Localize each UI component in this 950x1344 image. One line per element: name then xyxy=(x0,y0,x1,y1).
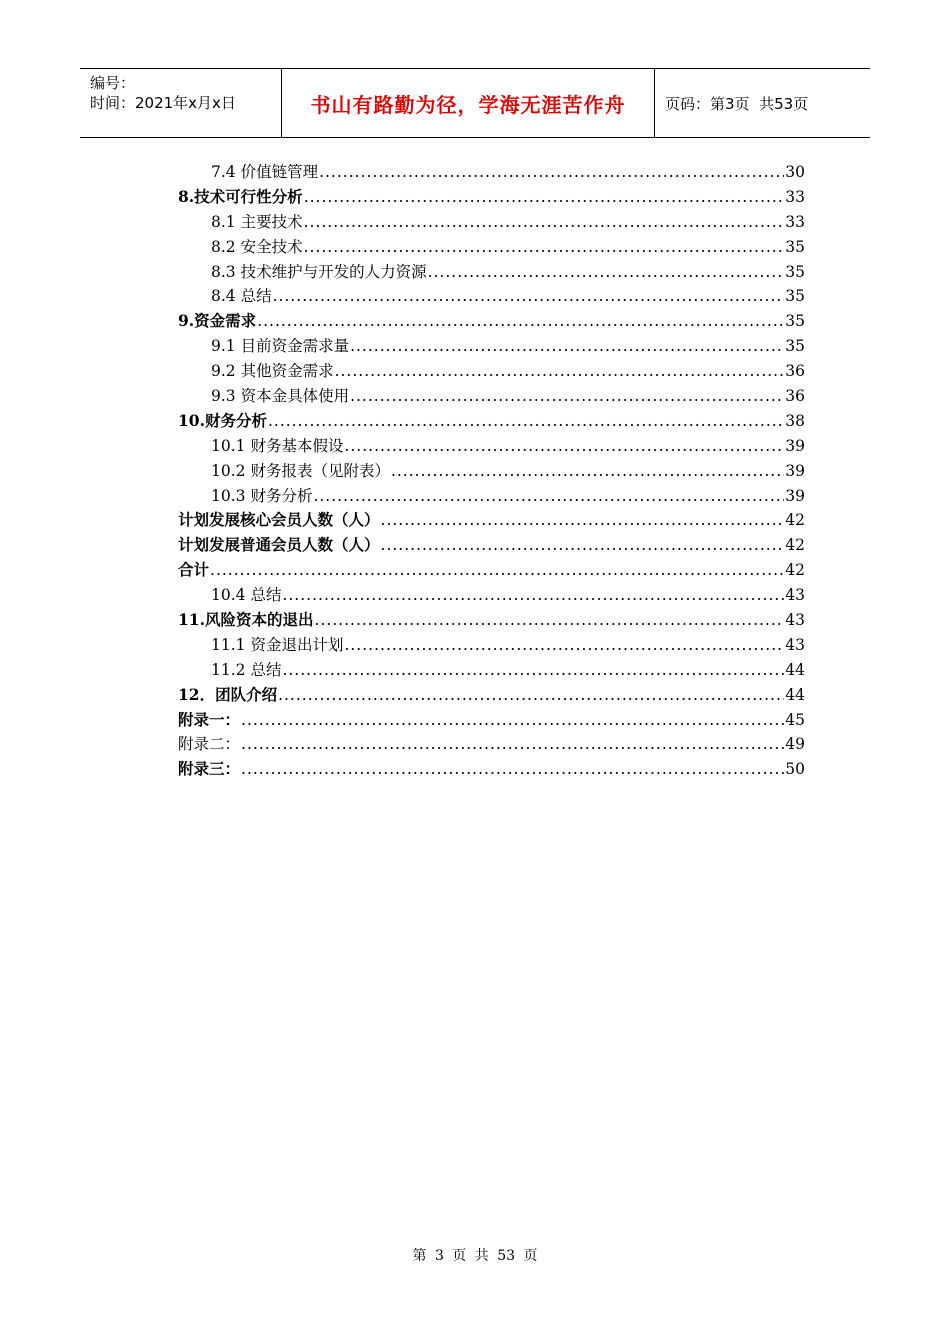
toc-entry-page: 42 xyxy=(785,561,805,580)
toc-dot-leader xyxy=(304,213,785,231)
toc-entry-title: 7.4 价值链管理 xyxy=(211,163,319,181)
toc-entry[interactable] xyxy=(178,683,805,708)
toc-entry-title: 10.财务分析 xyxy=(178,410,267,430)
toc-dot-leader xyxy=(268,412,784,430)
toc-dot-leader xyxy=(241,735,784,753)
toc-dot-leader xyxy=(350,387,784,405)
toc-entry[interactable] xyxy=(178,633,805,658)
toc-entry-title: 8.3 技术维护与开发的人力资源 xyxy=(211,262,427,281)
toc-entry[interactable] xyxy=(178,185,805,210)
header-motto: 书山有路勤为径，学海无涯苦作舟 xyxy=(282,69,655,137)
toc-entry[interactable] xyxy=(178,558,805,583)
number-label: 编号： xyxy=(90,74,136,92)
toc-entry-page: 39 xyxy=(785,436,805,455)
toc-entry-page: 43 xyxy=(785,635,805,654)
toc-entry[interactable] xyxy=(178,284,805,309)
toc-entry[interactable] xyxy=(178,583,805,608)
toc-entry[interactable] xyxy=(178,434,805,459)
toc-dot-leader xyxy=(313,487,784,505)
toc-entry-title: 8.2 安全技术 xyxy=(211,237,303,256)
toc-entry[interactable] xyxy=(178,757,805,782)
toc-entry-title: 10.2 财务报表（见附表） xyxy=(211,461,390,480)
toc-entry-title: 9.1 目前资金需求量 xyxy=(211,337,350,356)
toc-entry[interactable] xyxy=(178,708,805,733)
page-footer: 第 3 页 共 53 页 xyxy=(412,1248,538,1264)
toc-entry-title: 附录二： xyxy=(178,735,241,754)
toc-entry[interactable] xyxy=(178,608,805,633)
table-of-contents xyxy=(178,160,805,782)
toc-dot-leader xyxy=(314,611,784,629)
header-page-info: 页码：第3页 共53页 xyxy=(665,94,809,113)
toc-entry-page: 49 xyxy=(785,735,805,754)
toc-dot-leader xyxy=(304,238,785,256)
toc-entry-page: 30 xyxy=(785,163,805,181)
toc-entry-page: 39 xyxy=(785,461,805,480)
toc-entry-page: 36 xyxy=(785,387,805,406)
toc-entry-page: 39 xyxy=(785,486,805,505)
toc-entry-page: 42 xyxy=(785,536,805,555)
toc-dot-leader xyxy=(381,536,785,554)
toc-dot-leader xyxy=(282,586,784,604)
toc-entry-page: 35 xyxy=(785,312,805,331)
toc-entry-title: 附录三： xyxy=(178,759,241,779)
toc-dot-leader xyxy=(241,711,784,729)
toc-entry[interactable] xyxy=(178,384,805,409)
toc-dot-leader xyxy=(344,636,784,654)
toc-entry-page: 43 xyxy=(785,611,805,630)
toc-entry[interactable] xyxy=(178,732,805,757)
toc-dot-leader xyxy=(304,188,785,206)
toc-entry-page: 36 xyxy=(785,362,805,381)
toc-entry-title: 10.3 财务分析 xyxy=(211,486,313,505)
toc-entry-page: 33 xyxy=(785,187,805,206)
toc-entry-page: 33 xyxy=(785,212,805,231)
toc-entry-title: 11.风险资本的退出 xyxy=(178,610,314,630)
toc-entry-page: 35 xyxy=(785,237,805,256)
toc-dot-leader xyxy=(381,511,785,529)
toc-entry[interactable] xyxy=(178,309,805,334)
toc-entry-title: 8.技术可行性分析 xyxy=(178,186,303,206)
toc-entry[interactable] xyxy=(178,260,805,285)
toc-entry-title: 11.1 资金退出计划 xyxy=(211,635,344,654)
toc-dot-leader xyxy=(391,462,784,480)
toc-entry-title: 9.3 资本金具体使用 xyxy=(211,387,350,406)
page-header xyxy=(80,68,870,138)
toc-entry[interactable] xyxy=(178,484,805,509)
toc-entry-title: 10.4 总结 xyxy=(211,586,282,605)
toc-dot-leader xyxy=(210,561,784,579)
toc-entry[interactable] xyxy=(178,334,805,359)
toc-dot-leader xyxy=(350,337,784,355)
toc-entry-title: 计划发展普通会员人数（人） xyxy=(178,535,380,555)
toc-entry[interactable] xyxy=(178,359,805,384)
toc-dot-leader xyxy=(273,287,785,305)
header-meta xyxy=(80,69,282,137)
toc-entry[interactable] xyxy=(178,658,805,683)
toc-entry-page: 35 xyxy=(785,287,805,306)
toc-entry[interactable] xyxy=(178,459,805,484)
toc-dot-leader xyxy=(319,163,784,181)
toc-dot-leader xyxy=(428,263,785,281)
toc-entry-title: 9.资金需求 xyxy=(178,311,257,331)
toc-dot-leader xyxy=(257,312,784,330)
toc-entry-title: 9.2 其他资金需求 xyxy=(211,362,334,381)
toc-entry[interactable] xyxy=(178,508,805,533)
toc-dot-leader xyxy=(241,760,784,778)
toc-entry-page: 44 xyxy=(785,685,805,704)
toc-entry-page: 43 xyxy=(785,586,805,605)
toc-entry-title: 11.2 总结 xyxy=(211,660,282,679)
toc-entry-page: 35 xyxy=(785,337,805,356)
toc-entry-page: 45 xyxy=(785,710,805,729)
toc-entry[interactable] xyxy=(178,533,805,558)
toc-entry-page: 42 xyxy=(785,511,805,530)
toc-entry[interactable] xyxy=(178,409,805,434)
toc-entry-title: 10.1 财务基本假设 xyxy=(211,436,344,455)
toc-entry-title: 8.4 总结 xyxy=(211,287,272,306)
toc-entry-page: 35 xyxy=(785,262,805,281)
toc-dot-leader xyxy=(282,661,784,679)
toc-entry-page: 38 xyxy=(785,411,805,430)
toc-entry[interactable] xyxy=(178,235,805,260)
toc-entry-page: 50 xyxy=(785,760,805,779)
toc-dot-leader xyxy=(344,437,784,455)
time-label: 时间：2021年x月x日 xyxy=(90,94,236,112)
toc-entry-title: 计划发展核心会员人数（人） xyxy=(178,510,380,530)
toc-dot-leader xyxy=(335,362,785,380)
toc-entry-page: 44 xyxy=(785,660,805,679)
toc-entry[interactable] xyxy=(178,160,805,185)
toc-entry-title: 合计 xyxy=(178,560,210,580)
toc-entry-title: 12．团队介绍 xyxy=(178,684,278,704)
toc-entry-title: 附录一： xyxy=(178,709,241,729)
toc-dot-leader xyxy=(278,686,784,704)
toc-entry-title: 8.1 主要技术 xyxy=(211,212,303,231)
toc-entry[interactable] xyxy=(178,210,805,235)
